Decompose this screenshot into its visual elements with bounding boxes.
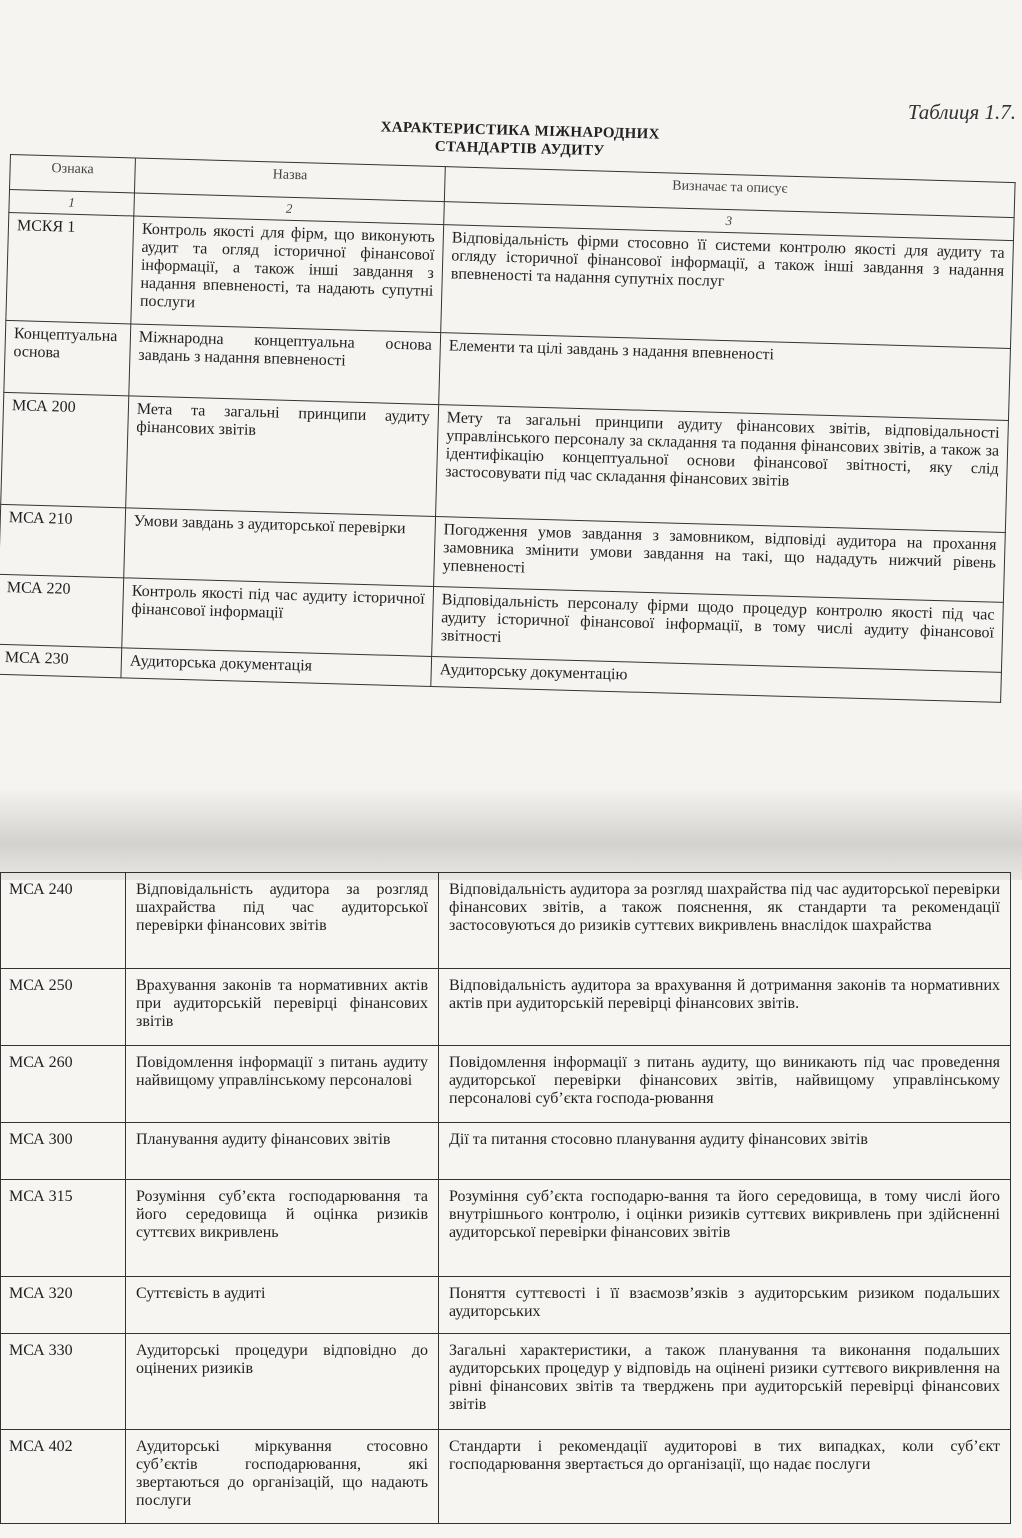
row-code: МСА 220 <box>0 574 124 647</box>
row-name: Міжнародна концептуальна основа завдань з надання впевненості <box>129 324 441 405</box>
row-name: Аудиторські процедури відповідно до оцінених ризиків <box>126 1334 439 1430</box>
row-name: Умови завдань з аудиторської перевірки <box>124 508 436 587</box>
row-description: Стандарти і рекомендації аудиторові в тих випадках, коли суб’єкт господарювання звертається до організації, що надає послуги <box>439 1430 1011 1524</box>
row-code: МСА 315 <box>1 1180 126 1277</box>
row-name: Аудиторські міркування стосовно суб’єктів господарювання, які звертаються до організацій, що надають послуги <box>126 1430 439 1524</box>
row-code: МСКЯ 1 <box>6 212 134 323</box>
table-row <box>1 1123 1011 1180</box>
table-row <box>1 873 1011 969</box>
row-description: Аудиторську документацію <box>431 656 1002 702</box>
column-number-1: 1 <box>9 190 135 216</box>
table-row <box>1 969 1011 1046</box>
standards-table-upper <box>0 154 1016 703</box>
column-number-2: 2 <box>134 193 445 225</box>
row-code: МСА 200 <box>1 392 129 507</box>
table-label: Таблиця 1.7. <box>907 100 1016 124</box>
row-name: Врахування законів та нормативних актів при аудиторській перевірці фінансових звітів <box>126 969 439 1046</box>
row-name: Повідомлення інформації з питань аудиту найвищому управлінському персоналові <box>126 1046 439 1123</box>
row-name: Мета та загальні принципи аудиту фінансових звітів <box>126 396 439 517</box>
row-description: Поняття суттєвості і її взаємозв’язків з аудиторським ризиком подальших аудиторських <box>439 1277 1011 1334</box>
row-name: Відповідальність аудитора за розгляд шахрайства під час аудиторської перевірки фінансових звітів <box>126 873 439 969</box>
row-code: МСА 250 <box>1 969 126 1046</box>
lower-table-wrapper <box>0 872 1010 1524</box>
table-row <box>1 1430 1011 1524</box>
row-name: Контроль якості для фірм, що виконують аудит та огляд історичної фінансової інформації, а також інші завдання з надання впевненості, та надають супутні послуги <box>131 216 444 333</box>
table-title-line-1: ХАРАКТЕРИСТИКА МІЖНАРОДНИХ <box>380 119 660 143</box>
row-code: МСА 240 <box>1 873 126 969</box>
row-description: Загальні характеристики, а також планування та виконання подальших аудиторських процедур у відповідь на оцінені ризики суттєвого викривлення на рівні фінансових звітів та тверджень при аудиторській перевірці фінансових звітів <box>439 1334 1011 1430</box>
row-name: Розуміння суб’єкта господарювання та його середовища й оцінка ризиків суттєвих викривлень <box>126 1180 439 1277</box>
row-description: Мету та загальні принципи аудиту фінансових звітів, відповідальності управлінського персоналу за складання та подання фінансових звітів, а також за ідентифікацію концептуальної основи фінансової звітності, яку слід застосовувати під час складання фінансових звітів <box>436 405 1009 533</box>
row-code: МСА 402 <box>1 1430 126 1524</box>
row-name: Планування аудиту фінансових звітів <box>126 1123 439 1180</box>
row-description: Елементи та цілі завдань з надання впевненості <box>439 333 1011 421</box>
row-name: Суттєвість в аудиті <box>126 1277 439 1334</box>
row-code: МСА 260 <box>1 1046 126 1123</box>
row-description: Відповідальність аудитора за розгляд шахрайства під час аудиторської перевірки фінансових звітів, а також пояснення, як стандарти та рекомендації застосовуються до ризиків суттєвих викривлень внаслідок шахрайства <box>439 873 1011 969</box>
row-description: Відповідальність аудитора за врахування й дотримання законів та нормативних актів при аудиторській перевірці фінансових звітів. <box>439 969 1011 1046</box>
upper-table-wrapper <box>0 154 1015 703</box>
row-name: Контроль якості під час аудиту історичної фінансової інформації <box>122 578 434 657</box>
row-description: Відповідальність персоналу фірми щодо процедур контролю якості під час аудиту історичної фінансової інформації, в тому числі аудиту фінансової звітності <box>432 586 1004 672</box>
row-code: МСА 320 <box>1 1277 126 1334</box>
page-fold-shadow <box>0 790 1022 880</box>
header-description: Визначає та описує <box>444 167 1015 218</box>
table-row <box>1 1180 1011 1277</box>
row-code: МСА 210 <box>0 504 126 577</box>
header-feature: Ознака <box>10 155 136 193</box>
row-description: Розуміння суб’єкта господарю-вання та його середовища, в тому числі його внутрішнього контролю, і оцінки ризиків суттєвих викривлень при здійсненні аудиторської перевірки фінансових звітів <box>439 1180 1011 1277</box>
row-description: Дії та питання стосовно планування аудиту фінансових звітів <box>439 1123 1011 1180</box>
table-row <box>1 1046 1011 1123</box>
row-description: Погодження умов завдання з замовником, відповіді аудитора на прохання замовника змінити умови завдання на такі, що нададуть нижчий рівень упевненості <box>434 517 1006 603</box>
header-name: Назва <box>134 158 445 202</box>
table-title-line-2: СТАНДАРТІВ АУДИТУ <box>434 138 605 160</box>
row-name: Аудиторська документація <box>121 648 432 687</box>
table-row <box>1 1277 1011 1334</box>
row-code: МСА 230 <box>0 644 122 677</box>
column-number-3: 3 <box>444 202 1014 241</box>
standards-table-lower <box>0 872 1011 1524</box>
row-description: Повідомлення інформації з питань аудиту, що виникають під час проведення аудиторської перевірки фінансових звітів, найвищому управлінському персоналові суб’єкта господа-рювання <box>439 1046 1011 1123</box>
row-code: МСА 300 <box>1 1123 126 1180</box>
row-description: Відповідальність фірми стосовно її системи контролю якості для аудиту та огляду історичної фінансової інформації, а також інші завдання з надання впевненості та надання супутніх послуг <box>441 225 1014 349</box>
table-row <box>1 1334 1011 1430</box>
row-code: Концептуальна основа <box>4 320 131 395</box>
row-code: МСА 330 <box>1 1334 126 1430</box>
